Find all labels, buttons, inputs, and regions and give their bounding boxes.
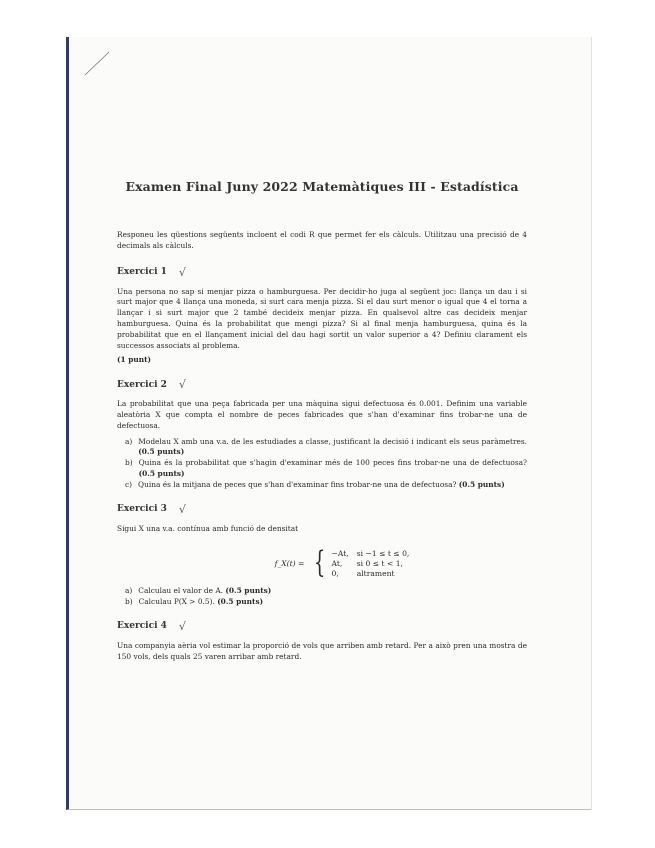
density-formula xyxy=(157,545,527,581)
exercise-1-points: (1 punt) xyxy=(117,355,152,365)
exercise-3-text: Sigui X una v.a. contínua amb funció de densitat xyxy=(117,523,299,533)
exercise-2-items xyxy=(117,437,527,491)
check-mark-icon: √ xyxy=(178,378,186,392)
exam-page xyxy=(66,37,591,810)
list-item: a) Modelau X amb una v.a. de les estudiades a classe, justificant la decisió i indicant els seus paràmetres. (0.5 punts) xyxy=(125,436,527,457)
formula-cases: −At, si −1 ≤ t ≤ 0, At, si 0 ≤ t < 1, 0, altrament xyxy=(331,548,410,578)
exercise-2 xyxy=(117,378,527,490)
exam-content xyxy=(117,179,527,675)
check-mark-icon: √ xyxy=(178,265,186,279)
exercise-1 xyxy=(117,266,527,367)
list-item: b) Calculau P(X > 0.5). (0.5 punts) xyxy=(125,597,264,607)
exercise-4-heading: Exercici 4 √ xyxy=(117,619,186,633)
list-item: a) Calculau el valor de A. (0.5 punts) xyxy=(125,586,272,596)
intro-text: Responeu les qüestions següents incloent el codi R que permet fer els càlculs. Utilitzau una precisió de 4 decimals als càlculs. xyxy=(117,230,527,250)
formula-lhs: f_X(t) = xyxy=(274,558,305,568)
exercise-2-heading: Exercici 2 √ xyxy=(117,378,186,392)
exercise-1-heading: Exercici 1 √ xyxy=(117,265,186,279)
page-title: Examen Final Juny 2022 Matemàtiques III - Estadística xyxy=(125,179,519,194)
list-item: b) Quina és la probabilitat que s'hagin d'examinar més de 100 peces fins trobar-ne una de defectuosa? (0.5 punts) xyxy=(125,458,527,478)
exercise-4 xyxy=(117,620,527,663)
exercise-3-items xyxy=(117,586,527,608)
exercise-1-text: Una persona no sap si menjar pizza o hamburguesa. Per decidir-ho juga al següent joc: llança un dau i si surt major que 4 llança una moneda, si surt cara menja pizza. Si el dau surt menor o igual que 4 el torna a llançar i si surt major que 2 també decideix menjar pizza. En qualsevol altre cas decideix menjar hamburguesa. Quina és la probabilitat que mengi pizza? Si al final menja hamburguesa, quina és la probabilitat que en el llançament inicial del dau hagi sortit un valor superior a 4? Definiu clarament els successos associats al problema. xyxy=(117,286,527,350)
check-mark-icon: √ xyxy=(178,502,186,516)
exercise-2-text: La probabilitat que una peça fabricada per una màquina sigui defectuosa és 0.001. Definim una variable aleatòria X que compta el nombre de peces fabricades que s'han d'examinar fins trobar-ne una de defectuosa. xyxy=(117,399,527,430)
exercise-4-text: Una companyia aèria vol estimar la proporció de vols que arriben amb retard. Per a això pren una mostra de 150 vols, dels quals 25 varen arribar amb retard. xyxy=(117,640,527,661)
exercise-3-heading: Exercici 3 √ xyxy=(117,502,186,516)
list-item: c) Quina és la mitjana de peces que s'han d'examinar fins trobar-ne una de defectuosa? (0.5 punts) xyxy=(125,479,505,489)
check-mark-icon: √ xyxy=(178,619,186,633)
exercise-3 xyxy=(117,503,527,608)
brace-glyph: { xyxy=(314,545,326,581)
pen-stroke-mark xyxy=(83,49,113,79)
